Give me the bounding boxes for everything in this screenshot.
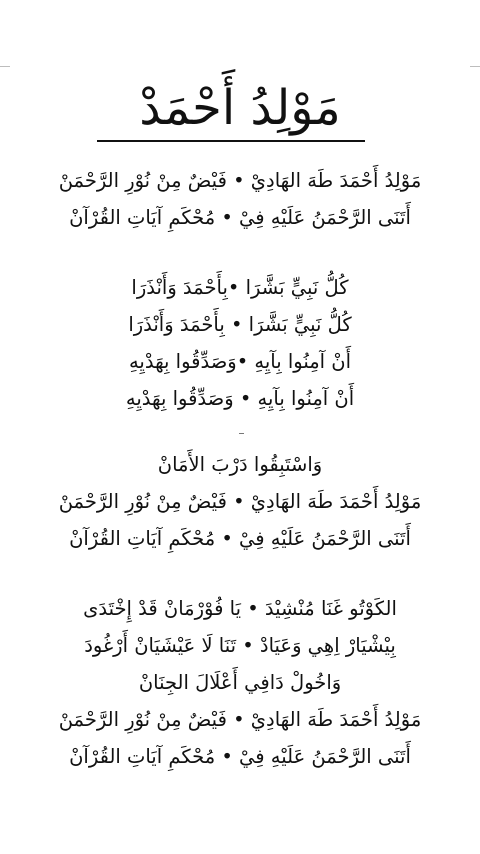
stanza-3 (0, 446, 480, 557)
verse-line: مَوْلِدُ أَحْمَدَ طَهَ الهَادِيْ • فَيْضٌ مِنْ نُوْرِ الرَّحْمَنْ (58, 169, 422, 192)
verse-line: أَنْ آمِنُوا بِآيِهِ • وَصَدِّقُوا بِهَدْيِهِ (125, 387, 355, 410)
verse-line: كُلُّ نَبِيٍّ بَشَّرَا • بِأَحْمَدَ وَأَنْذَرَا (128, 313, 352, 336)
verse-line: أَتَنَى الرَّحْمَنُ عَلَيْهِ فِيْ • مُحْكَمِ آيَاتِ القُرْآنْ (69, 206, 411, 229)
page-corner-mark-left (0, 66, 10, 67)
verse-line: بِيْشْيَارْ اِهِي وَعَيَادْ • تَنَا لَا عَيْشَيَانْ أَرْغُودَ (84, 634, 396, 657)
verse-line: أَتَنَى الرَّحْمَنُ عَلَيْهِ فِيْ • مُحْكَمِ آيَاتِ القُرْآنْ (69, 745, 411, 768)
verse-line: وَاخُولْ دَافِي أَعْلَالَ الجِنَانْ (138, 671, 342, 694)
verse-line: أَنْ آمِنُوا بِآيِهِ •وَصَدِّقُوا بِهَدْيِهِ (128, 350, 352, 373)
verse-line: مَوْلِدُ أَحْمَدَ طَهَ الهَادِيْ • فَيْضٌ مِنْ نُوْرِ الرَّحْمَنْ (58, 708, 422, 731)
title-underline (97, 140, 365, 142)
page-corner-mark-right (470, 66, 480, 67)
stanza-4 (0, 590, 480, 775)
stanza-2 (0, 269, 480, 417)
poem-title: مَوْلِدُ أَحْمَدْ (139, 80, 341, 136)
verse-line: الكَوْتُو غَنَا مُنْشِيْدَ • يَا فُوْرْمَانْ قَدْ إِخْتَدَى (83, 597, 397, 620)
stanza-1 (0, 162, 480, 236)
verse-line: كُلُّ نَبِيٍّ بَشَّرَا •بِأَحْمَدَ وَأَنْذَرَا (131, 276, 349, 299)
verse-line: أَتَنَى الرَّحْمَنُ عَلَيْهِ فِيْ • مُحْكَمِ آيَاتِ القُرْآنْ (69, 527, 411, 550)
verse-line: وَاسْتَبِقُوا دَرْبَ الأَمَانْ (157, 453, 323, 476)
poem-body (0, 162, 480, 775)
verse-line: مَوْلِدُ أَحْمَدَ طَهَ الهَادِيْ • فَيْضٌ مِنْ نُوْرِ الرَّحْمَنْ (58, 490, 422, 513)
